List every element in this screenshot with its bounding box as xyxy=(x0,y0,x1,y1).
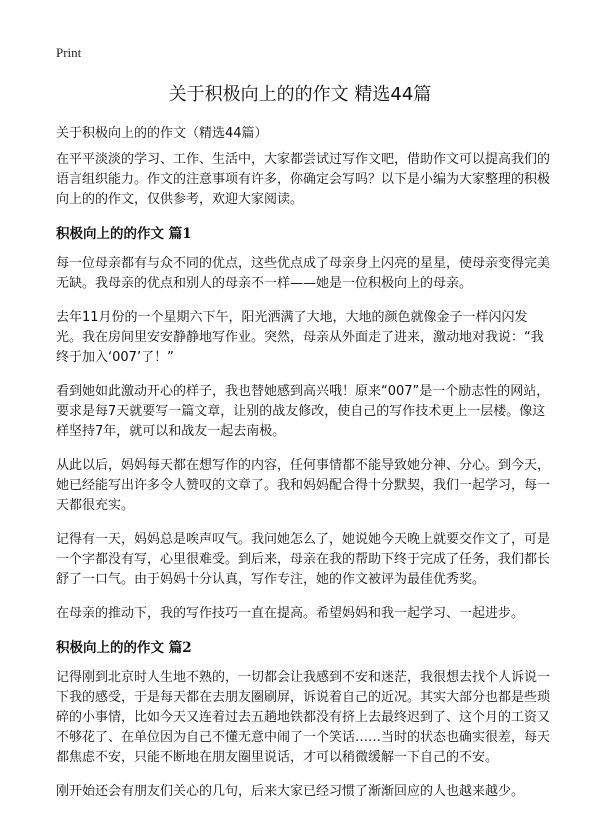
paragraph: 看到她如此激动开心的样子，我也替她感到高兴哦！原来“007”是一个励志性的网站，要求是每7天就要写一篇文章，让别的战友修改，使自己的写作技术更上一层楼。像这样坚持7年，就可以和战友一起去南极。 xyxy=(56,384,550,439)
page-subtitle: 关于积极向上的的作文（精选44篇） xyxy=(56,126,268,141)
section-heading-2: 积极向上的的作文 篇2 xyxy=(56,640,192,656)
paragraph: 刚开始还会有朋友们关心的几句，后来大家已经习惯了渐渐回应的人也越来越少。 xyxy=(56,784,525,799)
paragraph: 从此以后，妈妈每天都在想写作的内容，任何事情都不能导致她分神、分心。到今天，她已经能写出许多令人赞叹的文章了。我和妈妈配合得十分默契，我们一起学习，每一天都很充实。 xyxy=(56,458,551,513)
paragraph: 在母亲的推动下，我的写作技巧一直在提高。希望妈妈和我一起学习、一起进步。 xyxy=(56,606,525,621)
print-link[interactable]: Print xyxy=(56,45,82,60)
paragraph: 记得刚到北京时人生地不熟的，一切都会让我感到不安和迷茫，我很想去找个人诉说一下我的感受，于是每天都在去朋友圈刷屏，诉说着自己的近况。其实大部分也都是些琐碎的小事情，比如今天又连着过去五趟地铁都没有挤上去最终迟到了、这个月的工资又不够花了、在单位因为自己不懂无意中闹了一个笑话……当时的状态也确实很差，每天都焦虑不安，只能不断地在朋友圈里说话，才可以稍微缓解一下自己的不安。 xyxy=(56,670,551,765)
section-heading-1: 积极向上的的作文 篇1 xyxy=(56,226,192,242)
paragraph: 去年11月份的一个星期六下午，阳光洒满了大地，大地的颜色就像金子一样闪闪发光。我在房间里安安静静地写作业。突然，母亲从外面走了进来，激动地对我说：“我终于加入‘007’了！” xyxy=(56,310,544,365)
article-body xyxy=(56,150,552,816)
paragraph: 每一位母亲都有与众不同的优点，这些优点成了母亲身上闪亮的星星，使母亲变得完美无缺。我母亲的优点和别人的母亲不一样——她是一位积极向上的母亲。 xyxy=(56,256,551,291)
intro-paragraph: 在平平淡淡的学习、工作、生活中，大家都尝试过写作文吧，借助作文可以提高我们的语言组织能力。作文的注意事项有许多，你确定会写吗？以下是小编为大家整理的积极向上的的作文，仅供参考，欢迎大家阅读。 xyxy=(56,152,551,207)
paragraph: 记得有一天，妈妈总是唉声叹气。我问她怎么了，她说她今天晚上就要交作文了，可是一个字都没有写，心里很难受。到后来，母亲在我的帮助下终于完成了任务，我们都长舒了一口气。由于妈妈十分认真，写作专注，她的作文被评为最佳优秀奖。 xyxy=(56,532,551,587)
page-title: 关于积极向上的的作文 精选44篇 xyxy=(168,84,432,105)
